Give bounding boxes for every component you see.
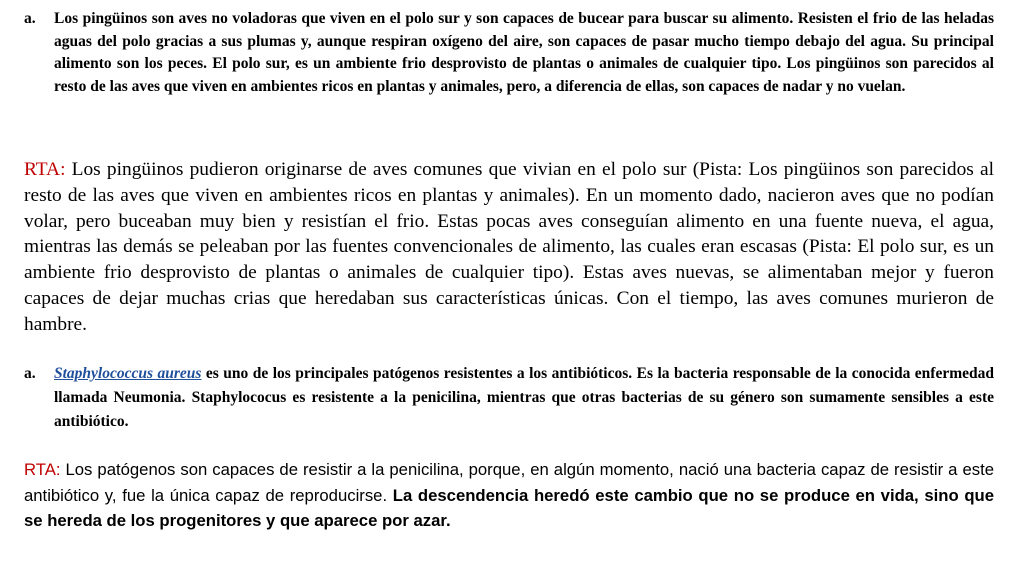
answer-staphylococcus-bold-text: La descendencia heredó este cambio que no se produce en vida, sino que se hereda de los progenitores y que aparece por azar. <box>24 485 994 530</box>
question-staphylococcus-text-after: . Es la bacteria responsable de la conocida enfermedad llamada Neumonia. Staphylococus es resistente a la penicilina, mientras que otras bacterias de su género son sumamente sensibles a este antibiótico. <box>54 365 995 430</box>
question-penguins-text: Los pingüinos son aves no voladoras que viven en el polo sur y son capaces de bucear para buscar su alimento. Resisten el frio de las heladas aguas del polo gracias a sus plumas y, aunque respiran oxígeno del aire, son capaces de pasar mucho tiempo debajo del agua. Su principal alimento son los peces. El polo sur, es un ambiente frio desprovisto de plantas o animales de cualquier tipo. Los pingüinos son parecidos al resto de las aves que viven en ambientes ricos en plantas y animales, pero, a diferencia de ellas, son capaces de nadar y no vuelan. <box>54 10 994 95</box>
question-staphylococcus-text-before: es uno de los principales <box>205 365 369 382</box>
question-staphylococcus-body <box>54 362 994 434</box>
answer-penguins-text: Los pingüinos pudieron originarse de aves comunes que vivian en el polo sur (Pista: Los pingüinos son parecidos al resto de las aves que viven en ambientes ricos en plantas y animales). En un momento dado, nacieron aves que no podían volar, pero buceaban muy bien y resistían el frio. Estas pocas aves conseguían alimento en una fuente nueva, el agua, mientras las demás se peleaban por las fuentes convencionales de alimento, las cuales eran escasas (Pista: El polo sur, es un ambiente frio desprovisto de plantas o animales de cualquier tipo). Estas aves nuevas, se alimentaban mejor y fueron capaces de dejar muchas crias que heredaban sus características únicas. Con el tiempo, las aves comunes murieron de hambre. <box>24 159 994 335</box>
question-staphylococcus <box>24 362 994 434</box>
question-penguins <box>24 8 994 98</box>
rta-label: RTA: <box>24 460 61 479</box>
answer-staphylococcus <box>24 457 994 534</box>
list-marker: a. <box>24 365 36 382</box>
antibiotic-resistant-term: patógenos resistentes a los antibióticos <box>373 365 629 382</box>
rta-label: RTA: <box>24 159 66 180</box>
answer-staphylococcus-text: Los patógenos son capaces de resistir a la penicilina, porque, en algún momento, nació una bacteria capaz de resistir a este antibiótico y, fue la única capaz de reproducirse. <box>24 460 995 505</box>
list-marker: a. <box>24 10 36 27</box>
answer-penguins <box>24 157 994 338</box>
staphylococcus-aureus-link[interactable]: Staphylococcus aureus <box>54 365 202 382</box>
